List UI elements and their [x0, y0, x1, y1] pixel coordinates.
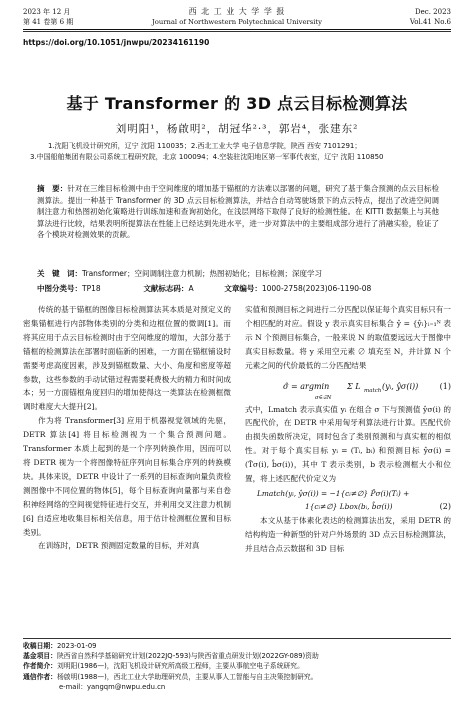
paper-title: 基于 Transformer 的 3D 点云目标检测算法: [66, 94, 408, 113]
eq1-match-sub: match: [364, 387, 382, 394]
keywords-label: 关 键 词：: [37, 269, 82, 278]
abstract-text: 针对在三维目标检测中由于空间维度的增加基于锚框的方法难以部署的问题，研究了基于集合预测的点云目标检测算法。提出一种基于 Transformer 的 3D 点云目标检测算法，并结合自动驾驶场景下的点云特点，提出了改进空间调制注意力和热图初始化策略进行训练加速和查询初始化，在浅层网络下取得了良好的检测性能。在 KITTI 数据集上与其他算法进行比较，结果表明所提算法在性能上已经达到先进水平，进一步对算法中的主要组成部分进行了消融实验，验证了各个模块对检测效果的贡献。: [37, 184, 440, 240]
fund-value: 陕西省自然科学基础研究计划(2022JQ-593)与陕西省重点研发计划(2022GY-089)资助: [56, 652, 319, 661]
abstract-label: 摘 要：: [37, 184, 68, 193]
author-list: 刘明阳¹，杨啟明²，胡冠华²·³，郭岩⁴，张建东²: [115, 123, 359, 135]
fund-label: 基金项目：: [23, 652, 57, 661]
right-column: [245, 303, 451, 633]
header-date: 2023 年 12 月: [23, 8, 71, 16]
classification-row: [37, 283, 439, 294]
corresponding-label: 通信作者：: [23, 672, 57, 681]
header-date-en: Dec. 2023: [415, 8, 451, 16]
footnote-received: [23, 641, 453, 651]
footnote-fund: [23, 651, 453, 661]
article-number-label: 文章编号：: [224, 284, 262, 293]
footnote-corresponding: [23, 672, 453, 682]
eq1-sub: σ∈𝔖N: [315, 394, 332, 401]
header-rule-thin: [23, 31, 451, 32]
abstract: [37, 183, 439, 241]
clc-label: 中图分类号：: [37, 284, 82, 293]
header-volume-en: Vol.41 No.6: [409, 18, 451, 26]
corresponding-value: 杨啟明(1988—)，西北工业大学助理研究员，主要从事人工智能与自主决策控制研究。: [56, 672, 318, 681]
received-value: 2023-01-09: [56, 642, 97, 650]
eq1-sum: Σ L: [347, 381, 361, 391]
left-column: [23, 303, 231, 633]
equation-2: [245, 486, 451, 514]
keywords: [37, 268, 439, 279]
equation-1: [245, 373, 451, 403]
footnote-rule: [23, 638, 451, 639]
header-volume: 第 41 卷第 6 期: [23, 18, 74, 26]
doc-code-label: 文献标志码：: [143, 284, 189, 293]
footnote-author: [23, 661, 453, 671]
affiliation-line-1: 1.沈阳飞机设计研究所，辽宁 沈阳 110035；2.西北工业大学 电子信息学院，陕西 西安 7101291；: [48, 142, 362, 150]
journal-title-cn: 西 北 工 业 大 学 学 报: [188, 7, 286, 16]
footnote-email[interactable]: e-mail：yangqm@nwpu.edu.cn: [59, 682, 166, 691]
right-paragraph-3: 本文从基于体素化表达的检测算法出发，采用 DETR 的结构构造一种新型的针对户外场景的 3D 点云目标检测算法，并且结合点云数据和 3D 目标: [245, 515, 451, 553]
clc-value: TP18: [82, 284, 101, 293]
intro-paragraph-3: 在训练时，DETR 预测固定数量的目标，并对真: [38, 541, 200, 551]
eq1-number: (1): [439, 381, 451, 391]
author-bio-value: 刘明阳(1986—)，沈阳飞机设计研究所高级工程师，主要从事航空电子系统研究。: [56, 662, 304, 671]
article-number-value: 1000-2758(2023)06-1190-08: [261, 284, 372, 293]
doi-link[interactable]: https://doi.org/10.1051/jnwpu/20234161190: [23, 38, 210, 47]
footnotes: [23, 641, 453, 692]
eq2-number: (2): [439, 501, 451, 511]
eq2-line-2: 1{cᵢ≠∅} Lbox(bᵢ, b̂σ(i)): [305, 501, 393, 511]
intro-paragraph-1: 传统的基于锚框的图像目标检测算法其本质是对预定义的密集锚框进行内部物体类别的分类和边框位置的微调[1]。而将其应用于点云目标检测时由于空间维度的增加，大部分基于锚框的检测算法在部署时面临新的困难，一方面在锚框铺设时需要考虑高度因素，涉及到锚框数量、大小、角度和密度等超参数，这些参数的手动试错过程需要耗费极大的精力和时间成本；另一方面锚框角度回归的增加使得这一类算法在检测框微调时难度大大提升[2]。: [23, 305, 231, 412]
author-bio-label: 作者简介：: [23, 662, 57, 671]
affiliation-line-2: 3.中国船舶集团有限公司系统工程研究院，北京 100094；4.空装驻沈阳地区第一军事代表室，辽宁 沈阳 110850: [30, 153, 384, 161]
journal-title-en: Journal of Northwestern Polytechnical University: [152, 18, 322, 26]
right-paragraph-2: 式中，Lmatch 表示真实值 yᵢ 在组合 σ 下与预测值 ŷσ(i) 的匹配代价，在 DETR 中采用匈牙利算法进行计算。匹配代价由损失函数所决定，同时包含了类别预测和与真实框的相似性。对于每个真实目标 yᵢ = (Tᵢ, bᵢ) 和预测目标 ŷσ(i) = (T̂σ(i), b̂σ(i))，其中 T 表示类别，b 表示检测框大小和位置，将上述匹配代价定义为: [245, 404, 451, 484]
right-paragraph-1: 实值和预测目标之间进行二分匹配以保证每个真实目标只有一个相匹配的对应。假设 y 表示真实目标集合 ŷ = {ŷᵢ}ᵢ₌₁ᴺ 表示 N 个预测目标集合，一般来说 N 的取值要远远大于图像中真实目标数量。将 y 采用空元素 ∅ 填充至 N，并计算 N 个元素之间的代价最低的二分匹配结果: [245, 305, 451, 370]
eq1-rhs: (yᵢ, ŷσ(i)): [382, 381, 419, 391]
header-rule: [23, 29, 451, 30]
intro-paragraph-2: 作为将 Transformer[3] 应用于机器视觉领域的先驱，DETR 算法[4] 将目标检测视为一个集合预测问题。Transformer 本质上起到的是一个序列转换作用，因而可以将 DETR 视为一个将图像特征序列向目标集合序列的转换模块。具体来说，DETR 中设计了一系列的目标查询向量负责检测图像中不同位置的物体[5]，每个目标查询向量都与来自卷积神经网络的空间视觉特征进行交互，并利用交叉注意力机制[6] 自适应地收集目标相关信息，用于估计检测框位置和目标类别。: [23, 416, 231, 537]
eq2-line-1: Lmatch(yᵢ, ŷσ(i)) = −1{cᵢ≠∅} P̂σ(i)(Tᵢ) +: [257, 488, 410, 498]
keywords-text: Transformer；空间调制注意力机制；热图初始化；目标检测；深度学习: [82, 269, 323, 278]
doc-code-value: A: [188, 284, 194, 293]
eq1-lhs: σ̂ = argmin: [283, 381, 330, 391]
received-label: 收稿日期：: [23, 642, 57, 650]
